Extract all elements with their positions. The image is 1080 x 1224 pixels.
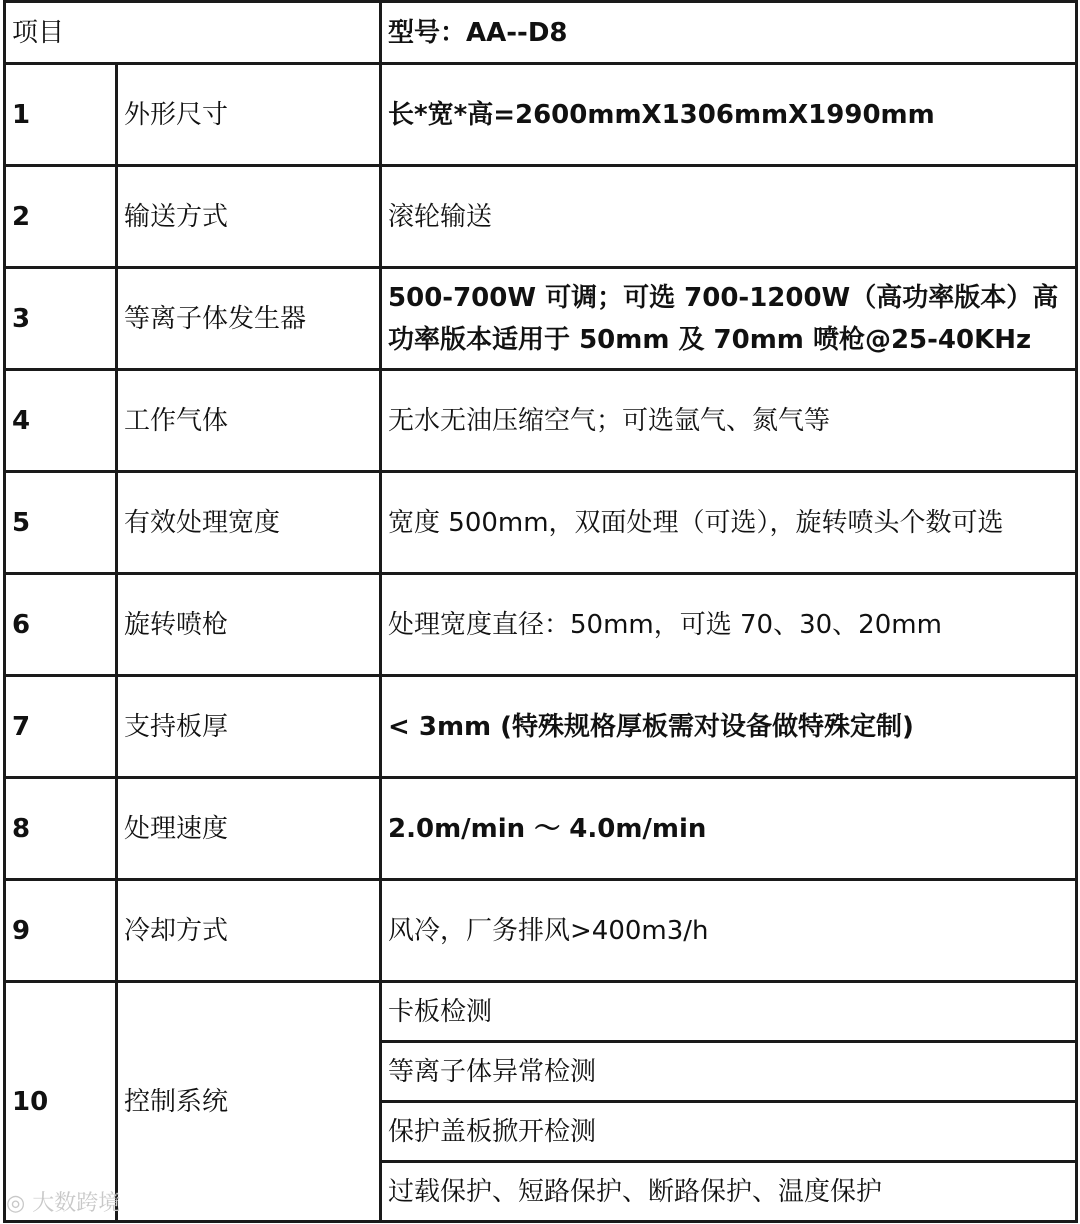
row-name: 有效处理宽度 bbox=[117, 472, 381, 574]
control-item: 等离子体异常检测 bbox=[381, 1042, 1077, 1102]
row-number: 3 bbox=[5, 268, 117, 370]
control-row bbox=[5, 982, 1077, 1042]
row-number: 5 bbox=[5, 472, 117, 574]
row-number: 1 bbox=[5, 64, 117, 166]
row-value: 处理宽度直径：50mm，可选 70、30、20mm bbox=[381, 574, 1077, 676]
watermark-logo-icon: ◎ bbox=[6, 1191, 26, 1216]
row-value: 无水无油压缩空气；可选氩气、氮气等 bbox=[381, 370, 1077, 472]
row-value: 500-700W 可调；可选 700-1200W（高功率版本）高功率版本适用于 50mm 及 70mm 喷枪@25-40KHz bbox=[381, 268, 1077, 370]
row-value: 宽度 500mm，双面处理（可选），旋转喷头个数可选 bbox=[381, 472, 1077, 574]
row-value: 滚轮输送 bbox=[381, 166, 1077, 268]
row-name: 等离子体发生器 bbox=[117, 268, 381, 370]
item-header: 项目 bbox=[5, 2, 381, 64]
model-header: 型号：AA--D8 bbox=[381, 2, 1077, 64]
row-name: 支持板厚 bbox=[117, 676, 381, 778]
row-name: 工作气体 bbox=[117, 370, 381, 472]
row-number: 4 bbox=[5, 370, 117, 472]
row-name: 外形尺寸 bbox=[117, 64, 381, 166]
watermark bbox=[6, 1186, 120, 1217]
table-row bbox=[5, 370, 1077, 472]
row-number: 6 bbox=[5, 574, 117, 676]
spec-table bbox=[3, 0, 1078, 1223]
table-row bbox=[5, 166, 1077, 268]
table-row bbox=[5, 778, 1077, 880]
row-name: 输送方式 bbox=[117, 166, 381, 268]
table-row bbox=[5, 880, 1077, 982]
control-item: 过载保护、短路保护、断路保护、温度保护 bbox=[381, 1162, 1077, 1222]
header-row bbox=[5, 2, 1077, 64]
table-row bbox=[5, 574, 1077, 676]
table-row bbox=[5, 64, 1077, 166]
table-row bbox=[5, 472, 1077, 574]
row-name: 处理速度 bbox=[117, 778, 381, 880]
row-name: 旋转喷枪 bbox=[117, 574, 381, 676]
row-number: 8 bbox=[5, 778, 117, 880]
row-number: 7 bbox=[5, 676, 117, 778]
row-number: 9 bbox=[5, 880, 117, 982]
row-number: 2 bbox=[5, 166, 117, 268]
control-item: 保护盖板掀开检测 bbox=[381, 1102, 1077, 1162]
row-name: 控制系统 bbox=[117, 982, 381, 1222]
row-name: 冷却方式 bbox=[117, 880, 381, 982]
row-value: 2.0m/min ～ 4.0m/min bbox=[381, 778, 1077, 880]
row-number: 10 bbox=[5, 982, 117, 1222]
row-value: 风冷，厂务排风>400m3/h bbox=[381, 880, 1077, 982]
control-item: 卡板检测 bbox=[381, 982, 1077, 1042]
row-value: < 3mm (特殊规格厚板需对设备做特殊定制) bbox=[381, 676, 1077, 778]
row-value: 长*宽*高=2600mmX1306mmX1990mm bbox=[381, 64, 1077, 166]
watermark-text: 大数跨境 bbox=[32, 1191, 121, 1216]
table-row bbox=[5, 268, 1077, 370]
table-row bbox=[5, 676, 1077, 778]
